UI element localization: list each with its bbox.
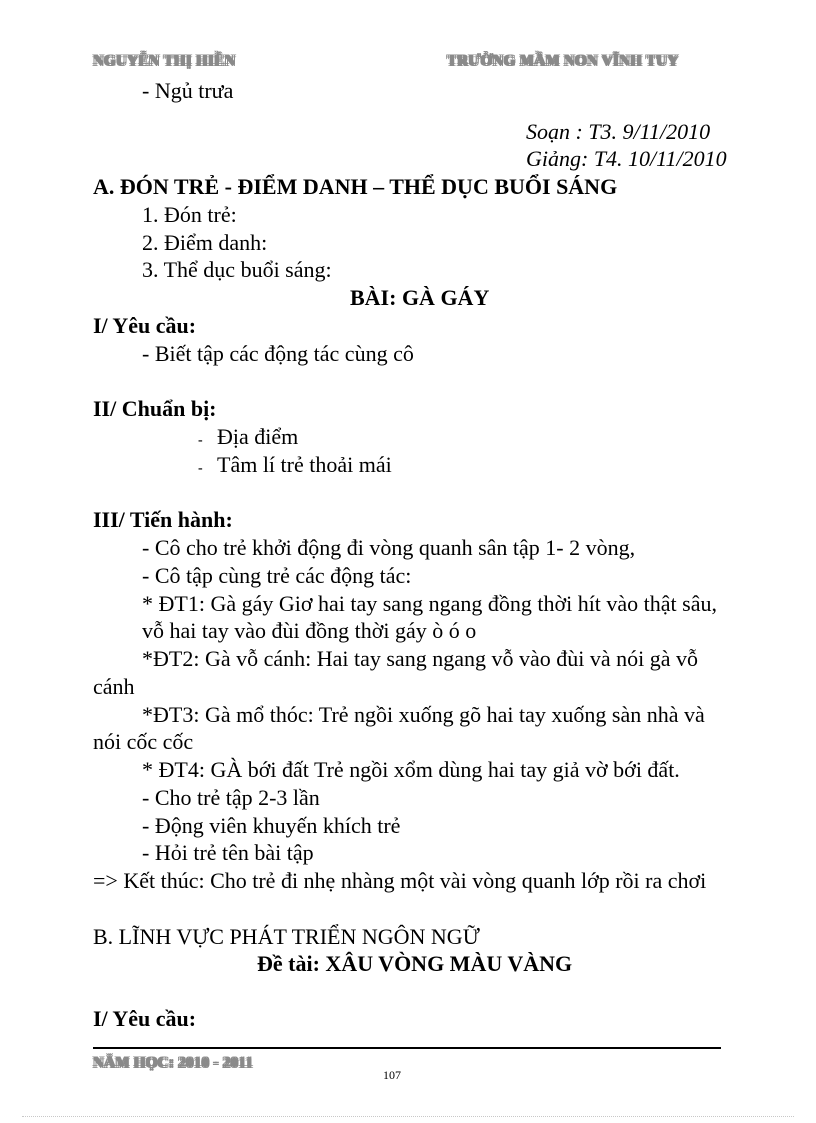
footer-year: NĂM HỌC: 2010 - 2011 bbox=[93, 1055, 254, 1071]
page-bottom-divider bbox=[22, 1116, 794, 1117]
section-a-item: 3. Thể dục buổi sáng: bbox=[142, 257, 332, 282]
preparation-heading: II/ Chuẩn bị: bbox=[93, 396, 217, 421]
section-b-topic: Đề tài: XÂU VÒNG MÀU VÀNG bbox=[257, 951, 573, 976]
section-a-title: A. ĐÓN TRẺ - ĐIỂM DANH – THỂ DỤC BUỔI SÁNG bbox=[93, 174, 618, 199]
procedure-heading: III/ Tiến hành: bbox=[93, 507, 233, 532]
procedure-line: *ĐT3: Gà mổ thóc: Trẻ ngồi xuống gõ hai tay xuống sàn nhà và bbox=[142, 702, 705, 727]
procedure-line: vỗ hai tay vào đùi đồng thời gáy ò ó o bbox=[142, 618, 477, 643]
procedure-line: - Hỏi trẻ tên bài tập bbox=[142, 840, 314, 865]
procedure-line: - Động viên khuyến khích trẻ bbox=[142, 813, 401, 838]
procedure-line: * ĐT4: GÀ bới đất Trẻ ngồi xổm dùng hai tay giả vờ bới đất. bbox=[142, 757, 680, 782]
requirements-heading: I/ Yêu cầu: bbox=[93, 313, 197, 338]
procedure-line: => Kết thúc: Cho trẻ đi nhẹ nhàng một vài vòng quanh lớp rồi ra chơi bbox=[93, 868, 707, 893]
bullet-dash: - bbox=[198, 461, 203, 476]
procedure-line: * ĐT1: Gà gáy Giơ hai tay sang ngang đồng thời hít vào thật sâu, bbox=[142, 591, 717, 616]
bullet-dash: - bbox=[198, 433, 203, 448]
header-author: NGUYỄN THỊ HIỀN bbox=[93, 53, 236, 69]
section-a-item: 1. Đón trẻ: bbox=[142, 202, 237, 227]
procedure-line: *ĐT2: Gà vỗ cánh: Hai tay sang ngang vỗ vào đùi và nói gà vỗ bbox=[142, 646, 698, 671]
top-line: - Ngủ trưa bbox=[142, 78, 234, 103]
date-soan: Soạn : T3. 9/11/2010 bbox=[526, 119, 711, 144]
section-b-requirements-heading: I/ Yêu cầu: bbox=[93, 1006, 197, 1031]
requirements-line: - Biết tập các động tác cùng cô bbox=[142, 341, 414, 366]
procedure-line: - Cô tập cùng trẻ các động tác: bbox=[142, 563, 412, 588]
prep-item: Địa điểm bbox=[217, 424, 299, 449]
date-giang: Giảng: T4. 10/11/2010 bbox=[526, 146, 727, 171]
procedure-line: - Cho trẻ tập 2-3 lần bbox=[142, 785, 320, 810]
procedure-line: nói cốc cốc bbox=[93, 729, 194, 754]
footer-rule bbox=[93, 1047, 721, 1049]
header-school: TRƯỜNG MẦM NON VĨNH TUY bbox=[447, 53, 679, 69]
section-a-item: 2. Điểm danh: bbox=[142, 230, 268, 255]
prep-item: Tâm lí trẻ thoải mái bbox=[217, 452, 392, 477]
section-b-title: B. LĨNH VỰC PHÁT TRIỂN NGÔN NGỮ bbox=[93, 924, 480, 949]
lesson-title: BÀI: GÀ GÁY bbox=[350, 285, 490, 310]
page-number: 107 bbox=[383, 1068, 401, 1082]
procedure-line: cánh bbox=[93, 674, 135, 699]
procedure-line: - Cô cho trẻ khởi động đi vòng quanh sân tập 1- 2 vòng, bbox=[142, 535, 636, 560]
